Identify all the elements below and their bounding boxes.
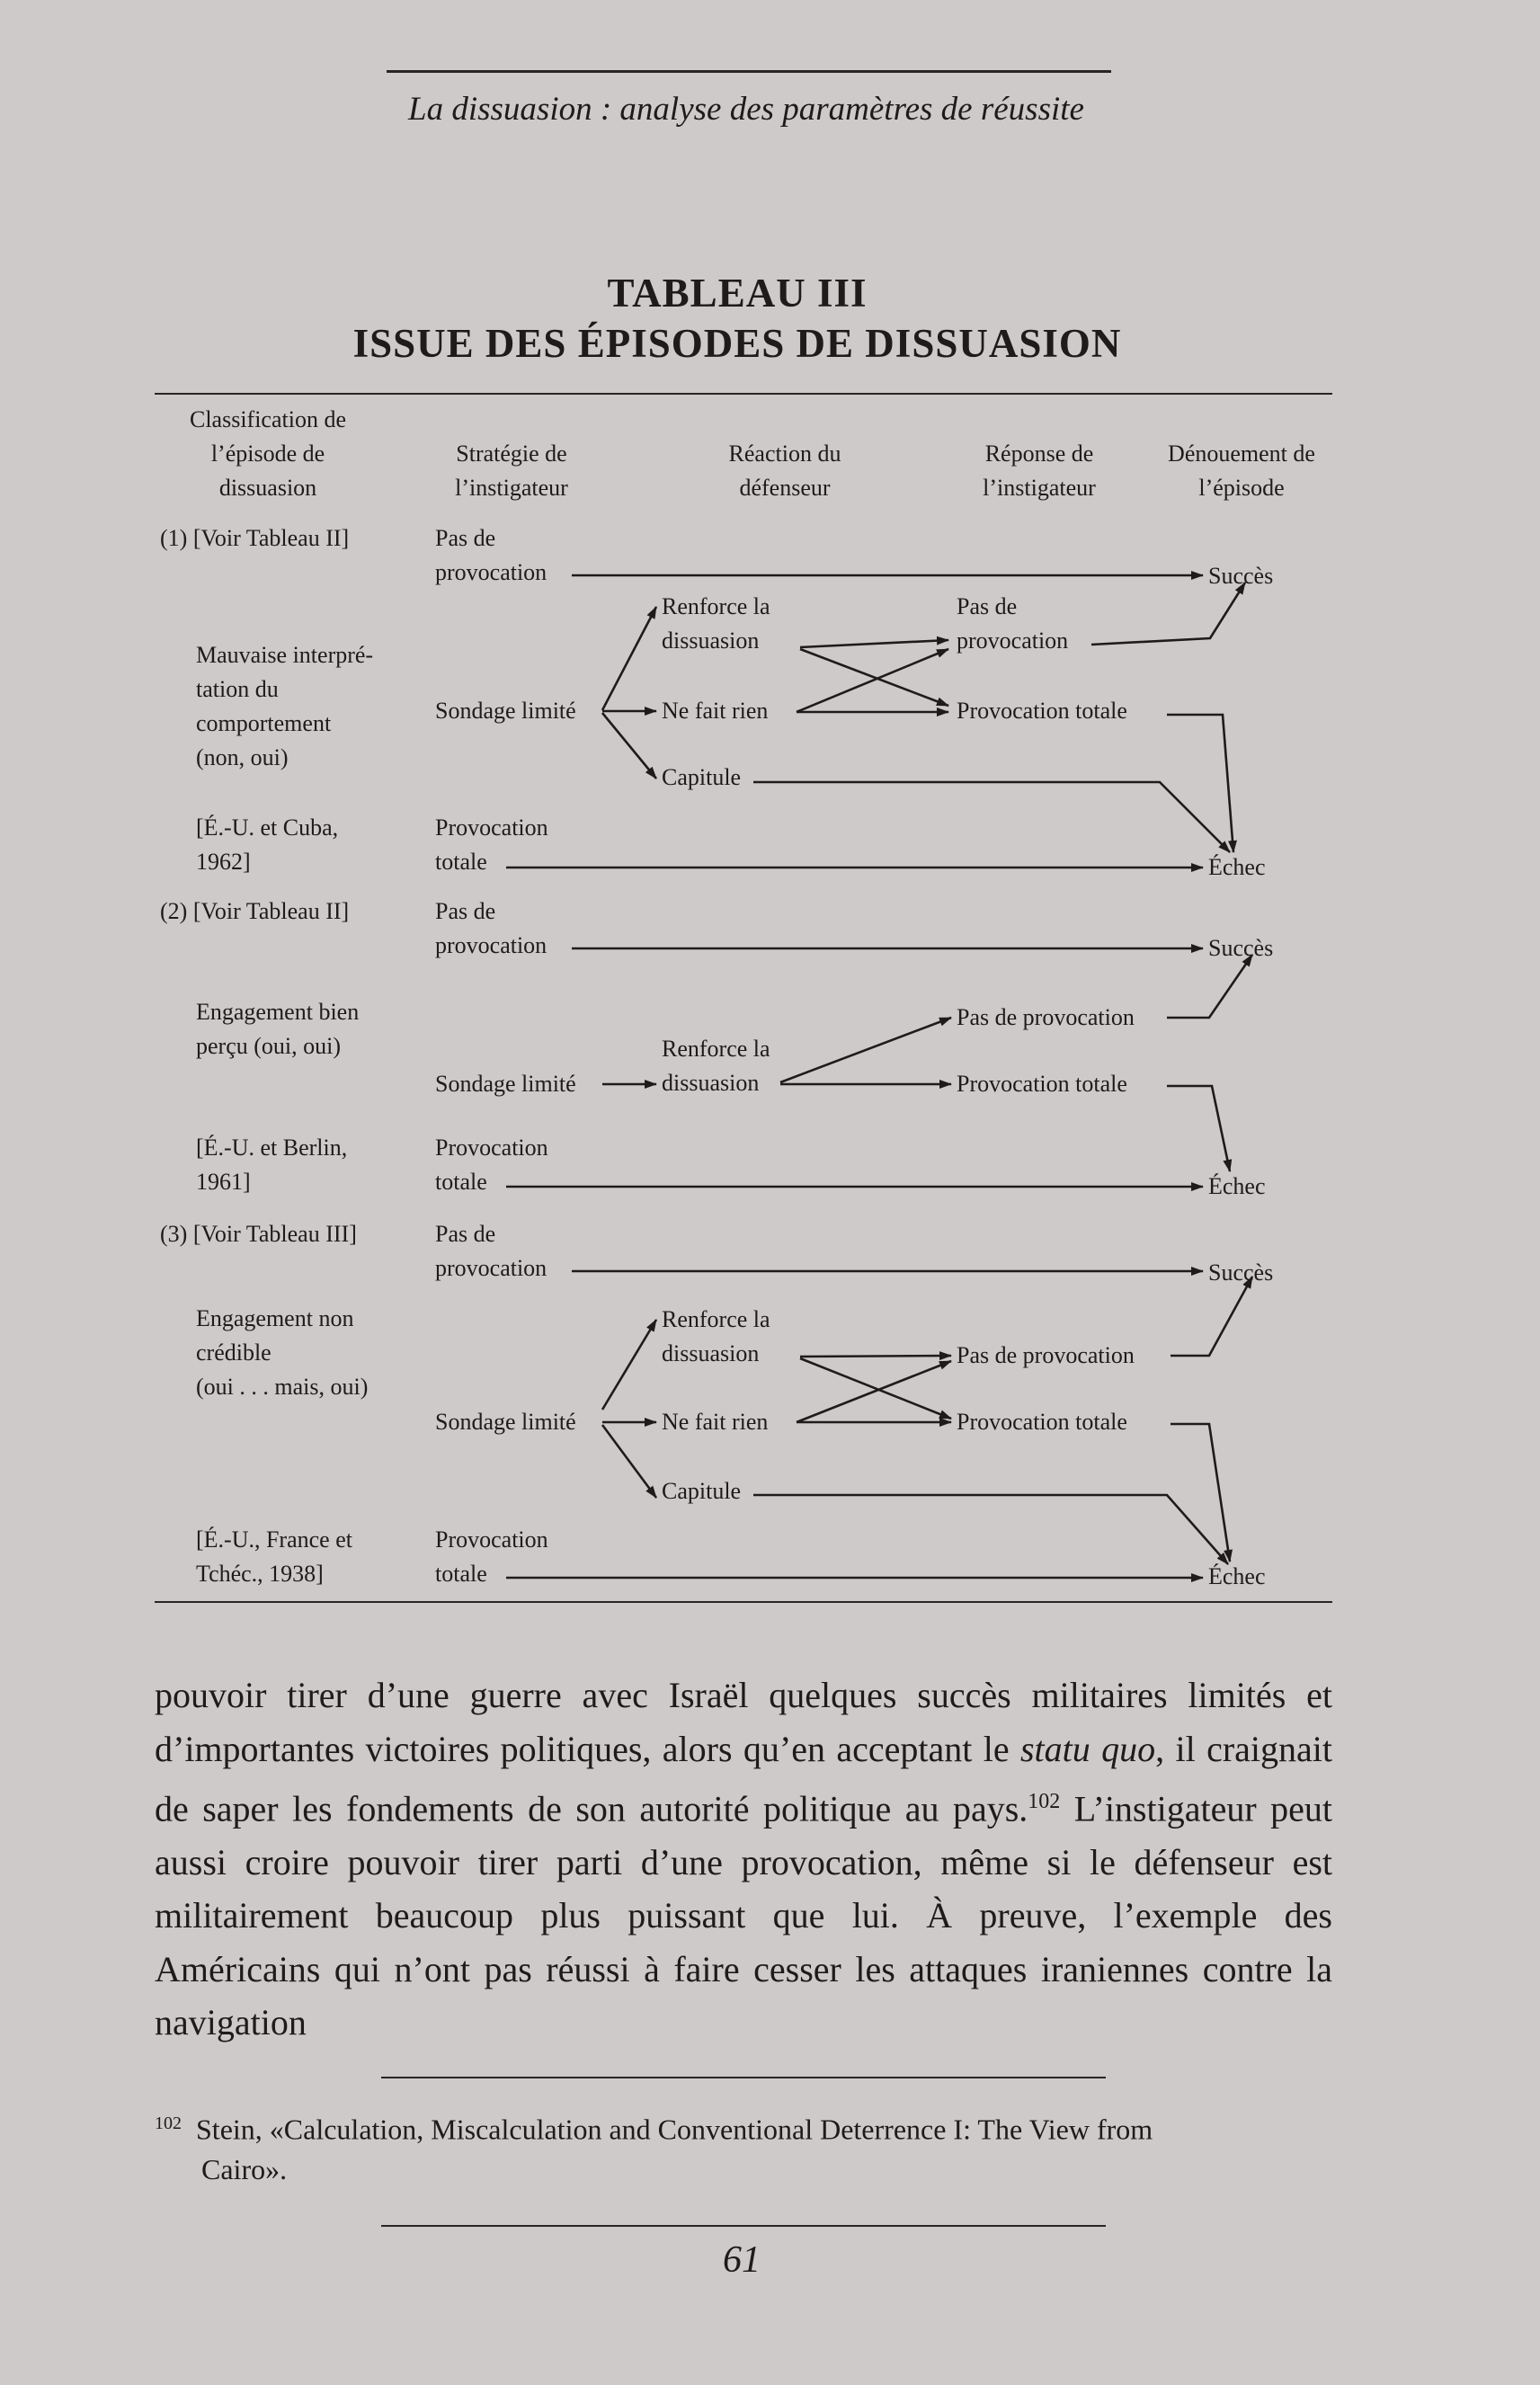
footnote-text: Stein, «Calculation, Miscalculation and Conventional Deterrence I: The View from bbox=[196, 2113, 1153, 2146]
description-line: Engagement bien bbox=[196, 999, 360, 1025]
example-line: 1962] bbox=[196, 849, 251, 875]
footnote bbox=[155, 2104, 1332, 2189]
col-header-line: Dénouement de bbox=[1168, 441, 1315, 467]
example-line: 1961] bbox=[196, 1169, 251, 1195]
response-line: Pas de bbox=[957, 593, 1018, 619]
body-line: pas réussi à faire cesser les attaques iraniennes contre la navigation bbox=[155, 1948, 1333, 2043]
col-header-line: Réponse de bbox=[984, 441, 1094, 467]
col-header-line: l’épisode bbox=[1198, 475, 1285, 501]
outcome-success: Succès bbox=[1208, 935, 1274, 961]
response-no-provocation: Pas de provocation bbox=[957, 1004, 1135, 1030]
reaction-line: Renforce la bbox=[662, 1306, 770, 1332]
arrow bbox=[602, 1425, 656, 1498]
reaction-line: dissuasion bbox=[662, 627, 760, 654]
reaction-does-nothing: Ne fait rien bbox=[662, 1409, 769, 1435]
body-line: , il craignait de saper les fondements de son autorité bbox=[155, 1728, 1333, 1829]
page-number-rule bbox=[381, 2225, 1106, 2227]
arrow bbox=[780, 1018, 951, 1082]
description-line: (oui . . . mais, oui) bbox=[196, 1374, 369, 1400]
body-line: limités et d’importantes victoires politiques, alors qu’en acceptant le bbox=[155, 1675, 1332, 1769]
strategy-limited-probe: Sondage limité bbox=[435, 698, 576, 724]
strategy-limited-probe: Sondage limité bbox=[435, 1409, 576, 1435]
col-header-line: l’épisode de bbox=[210, 441, 325, 467]
reaction-line: dissuasion bbox=[662, 1070, 760, 1096]
arrow bbox=[797, 649, 948, 712]
arrow bbox=[602, 1320, 656, 1410]
arrow bbox=[602, 607, 656, 710]
response-line: provocation bbox=[957, 627, 1069, 654]
col-header-line: Classification de bbox=[189, 406, 346, 432]
example-line: [É.-U. et Cuba, bbox=[196, 814, 339, 841]
description-line: crédible bbox=[196, 1339, 272, 1366]
page-number: 61 bbox=[723, 2239, 761, 2281]
arrow bbox=[753, 1495, 1228, 1564]
strategy-limited-probe: Sondage limité bbox=[435, 1071, 576, 1097]
col-header-line: Stratégie de bbox=[456, 441, 567, 467]
example-line: [É.-U., France et bbox=[196, 1526, 352, 1553]
case-ref: (2) [Voir Tableau II] bbox=[160, 898, 350, 924]
reaction-capitulates: Capitule bbox=[662, 764, 742, 790]
arrow bbox=[1167, 955, 1252, 1018]
arrow bbox=[1167, 1086, 1230, 1171]
response-total-provocation: Provocation totale bbox=[957, 698, 1127, 724]
arrow bbox=[1171, 1424, 1230, 1562]
arrow bbox=[800, 1358, 951, 1419]
strategy-line: provocation bbox=[435, 559, 547, 585]
strategy-line: Pas de bbox=[435, 898, 496, 924]
arrow bbox=[602, 713, 656, 779]
arrow bbox=[800, 1356, 951, 1357]
body-line: plus puissant que lui. À preuve, l’exemple des Américains qui n’ont bbox=[155, 1895, 1332, 1989]
strategy-line: totale bbox=[435, 849, 487, 875]
case-ref: (1) [Voir Tableau II] bbox=[160, 525, 350, 551]
response-no-provocation: Pas de provocation bbox=[957, 1342, 1135, 1368]
body-line: pouvoir tirer d’une guerre avec Israël quelques succès militaires bbox=[155, 1675, 1168, 1715]
running-header: La dissuasion : analyse des paramètres de réussite bbox=[408, 91, 1084, 128]
body-line: L’instigateur peut aussi croire pouvoir tirer parti bbox=[155, 1788, 1333, 1882]
arrow bbox=[753, 782, 1230, 852]
outcome-success: Succès bbox=[1208, 563, 1274, 589]
footnote-rule bbox=[381, 2077, 1106, 2078]
case-ref: (3) [Voir Tableau III] bbox=[160, 1221, 357, 1247]
strategy-line: Provocation bbox=[435, 814, 548, 841]
table-title-line1: TABLEAU III bbox=[607, 271, 868, 316]
arrow bbox=[800, 640, 948, 647]
outcome-failure: Échec bbox=[1208, 1173, 1266, 1199]
strategy-line: provocation bbox=[435, 1255, 547, 1281]
reaction-line: dissuasion bbox=[662, 1340, 760, 1366]
body-italic: statu quo bbox=[1019, 1728, 1156, 1769]
strategy-line: Provocation bbox=[435, 1526, 548, 1553]
col-header-line: l’instigateur bbox=[455, 475, 568, 501]
footnote-number: 102 bbox=[155, 2114, 182, 2133]
reaction-line: Renforce la bbox=[662, 593, 770, 619]
col-header-line: l’instigateur bbox=[983, 475, 1096, 501]
strategy-line: Provocation bbox=[435, 1135, 548, 1161]
strategy-line: provocation bbox=[435, 932, 547, 958]
description-line: tation du bbox=[196, 676, 279, 702]
arrow bbox=[1091, 583, 1245, 645]
col-header-line: défenseur bbox=[739, 475, 831, 501]
description-line: Engagement non bbox=[196, 1305, 354, 1331]
footnote-ref: 102 bbox=[1028, 1790, 1061, 1813]
strategy-line: Pas de bbox=[435, 525, 496, 551]
description-line: (non, oui) bbox=[196, 744, 289, 770]
strategy-line: totale bbox=[435, 1561, 487, 1587]
footnote-line: Cairo». bbox=[201, 2152, 288, 2185]
body-line: politique au pays. bbox=[763, 1788, 1028, 1829]
example-line: [É.-U. et Berlin, bbox=[196, 1135, 348, 1161]
reaction-does-nothing: Ne fait rien bbox=[662, 698, 769, 724]
outcome-failure: Échec bbox=[1208, 1563, 1266, 1589]
col-header-line: Réaction du bbox=[728, 441, 841, 467]
description-line: comportement bbox=[196, 710, 332, 736]
description-line: Mauvaise interpré- bbox=[196, 642, 374, 668]
description-line: perçu (oui, oui) bbox=[196, 1033, 342, 1059]
strategy-line: Pas de bbox=[435, 1221, 496, 1247]
arrow bbox=[1167, 715, 1233, 852]
reaction-capitulates: Capitule bbox=[662, 1478, 742, 1504]
outcome-success: Succès bbox=[1208, 1259, 1274, 1286]
body-line: d’une provocation, même si le défenseur est militairement beaucoup bbox=[155, 1841, 1333, 1936]
body-paragraph bbox=[155, 1669, 1332, 2050]
reaction-line: Renforce la bbox=[662, 1036, 770, 1062]
col-header-line: dissuasion bbox=[218, 475, 317, 501]
footnote-line bbox=[155, 2104, 1332, 2149]
arrow bbox=[1171, 1277, 1252, 1356]
table-title-line2: ISSUE DES ÉPISODES DE DISSUASION bbox=[352, 321, 1122, 366]
response-total-provocation: Provocation totale bbox=[957, 1071, 1127, 1097]
example-line: Tchéc., 1938] bbox=[196, 1561, 324, 1587]
arrow bbox=[797, 1361, 951, 1422]
response-total-provocation: Provocation totale bbox=[957, 1409, 1127, 1435]
strategy-line: totale bbox=[435, 1169, 487, 1195]
outcome-failure: Échec bbox=[1208, 854, 1266, 880]
table-bottom-rule bbox=[155, 1601, 1332, 1603]
